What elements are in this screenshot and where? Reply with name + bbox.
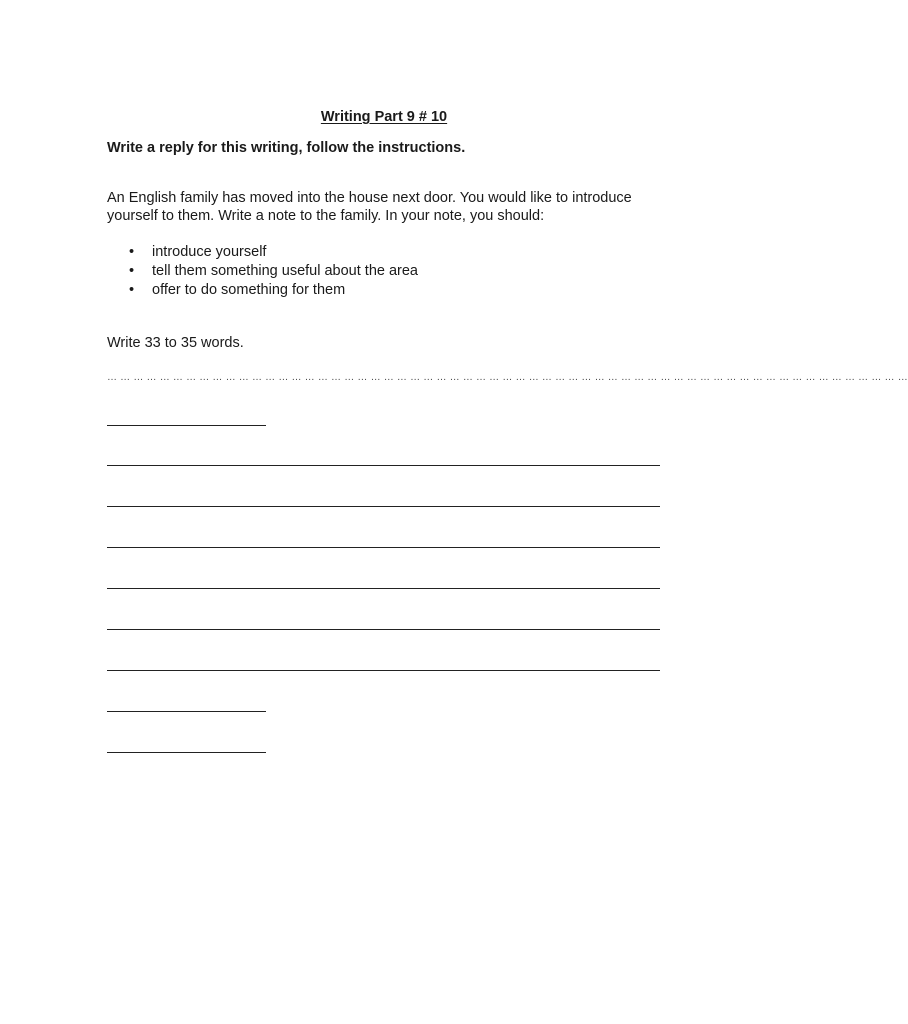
instruction-text: Write a reply for this writing, follow the instructions. — [107, 140, 466, 156]
word-count-instruction: Write 33 to 35 words. — [107, 335, 244, 351]
answer-line — [107, 629, 660, 630]
answer-line — [107, 547, 660, 548]
task-item-label: tell them something useful about the area — [152, 263, 418, 279]
task-item — [107, 281, 418, 300]
answer-line-short — [107, 752, 266, 753]
task-item — [107, 262, 418, 281]
worksheet-title: Writing Part 9 # 10 — [320, 109, 448, 125]
bullet-icon: • — [129, 282, 135, 298]
answer-line — [107, 465, 660, 466]
task-item-label: offer to do something for them — [152, 282, 346, 298]
prompt-text: An English family has moved into the house next door. You would like to introduce yourself to them. Write a note to the family. In your note, you should: — [107, 190, 632, 224]
bullet-icon: • — [129, 244, 135, 260]
task-item — [107, 243, 418, 262]
task-list — [107, 243, 418, 300]
answer-line — [107, 670, 660, 671]
dotted-rule: … … … … … … … … … … … … … … … … … … … … … … … … … … … … … … … … … … … … … … … … … … … … … … … … … … … … … … … … … … … … … — [107, 372, 908, 383]
answer-line-short — [107, 425, 266, 426]
bullet-icon: • — [129, 263, 135, 279]
task-item-label: introduce yourself — [152, 244, 267, 260]
answer-line — [107, 506, 660, 507]
answer-line — [107, 588, 660, 589]
answer-line-short — [107, 711, 266, 712]
